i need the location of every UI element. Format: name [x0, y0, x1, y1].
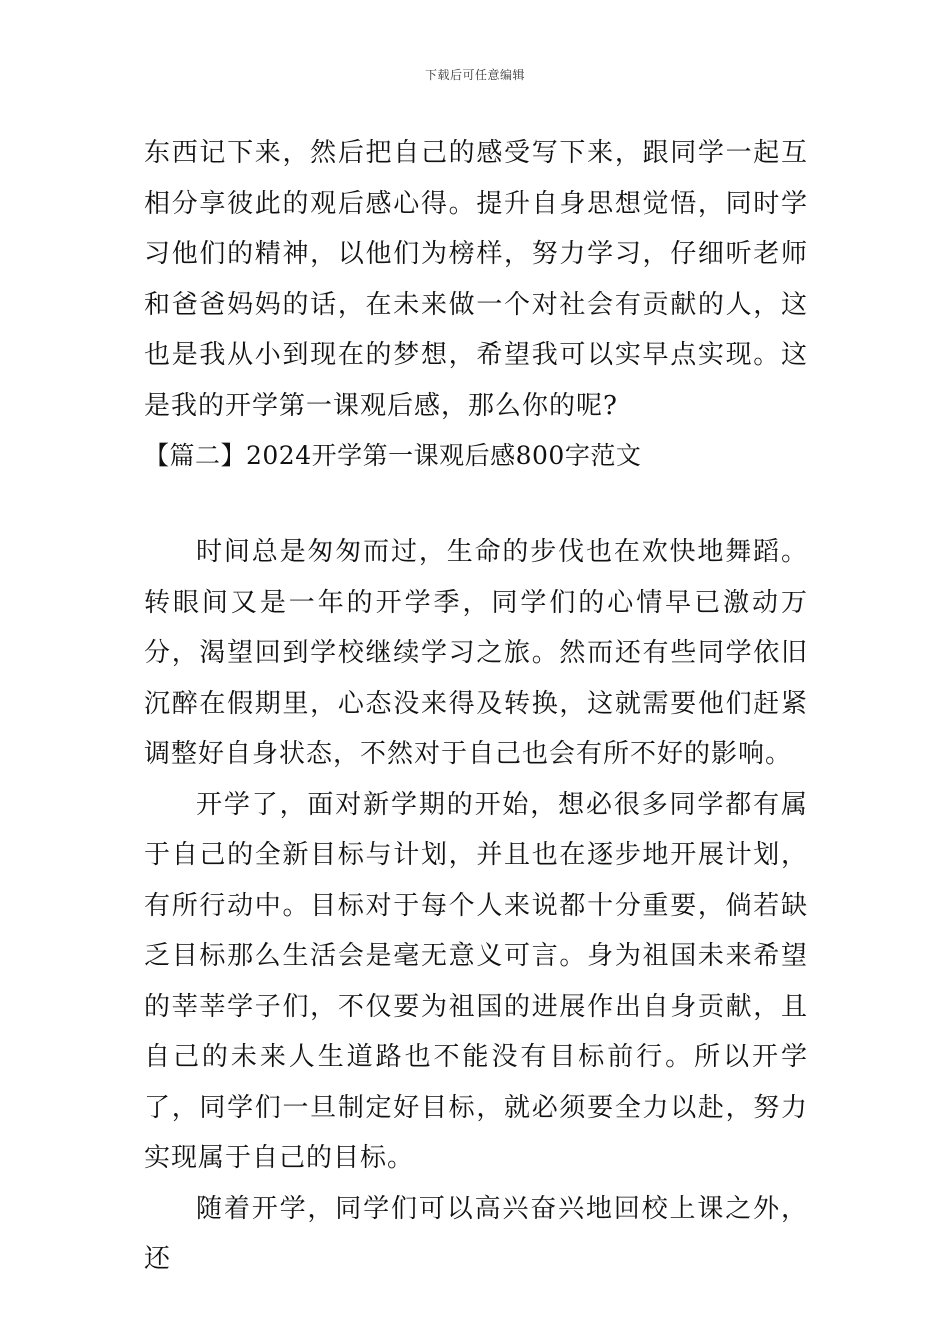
paragraph-1: 东西记下来，然后把自己的感受写下来，跟同学一起互相分享彼此的观后感心得。提升自身思想觉悟，同时学习他们的精神，以他们为榜样，努力学习，仔细听老师和爸爸妈妈的话，在未来做一个对社会有贡献的人，这也是我从小到现在的梦想，希望我可以实早点实现。这是我的开学第一课观后感，那么你的呢?	[144, 138, 808, 421]
document-body	[144, 128, 808, 1285]
section-spacer	[144, 481, 808, 527]
section-title: 【篇二】2024开学第一课观后感800字范文	[144, 441, 642, 470]
paragraph-3: 开学了，面对新学期的开始，想必很多同学都有属于自己的全新目标与计划，并且也在逐步地开展计划，有所行动中。目标对于每个人来说都十分重要，倘若缺乏目标那么生活会是毫无意义可言。身为祖国未来希望的莘莘学子们，不仅要为祖国的进展作出自身贡献，且自己的未来人生道路也不能没有目标前行。所以开学了，同学们一旦制定好目标，就必须要全力以赴，努力实现属于自己的目标。	[144, 789, 808, 1173]
header-note: 下载后可任意编辑	[424, 68, 525, 82]
paragraph-2: 时间总是匆匆而过，生命的步伐也在欢快地舞蹈。转眼间又是一年的开学季，同学们的心情早已激动万分，渴望回到学校继续学习之旅。然而还有些同学依旧沉醉在假期里，心态没来得及转换，这就需要他们赶紧调整好自身状态，不然对于自己也会有所不好的影响。	[144, 537, 808, 769]
paragraph-4: 随着开学，同学们可以高兴奋兴地回校上课之外，还	[144, 1193, 808, 1274]
